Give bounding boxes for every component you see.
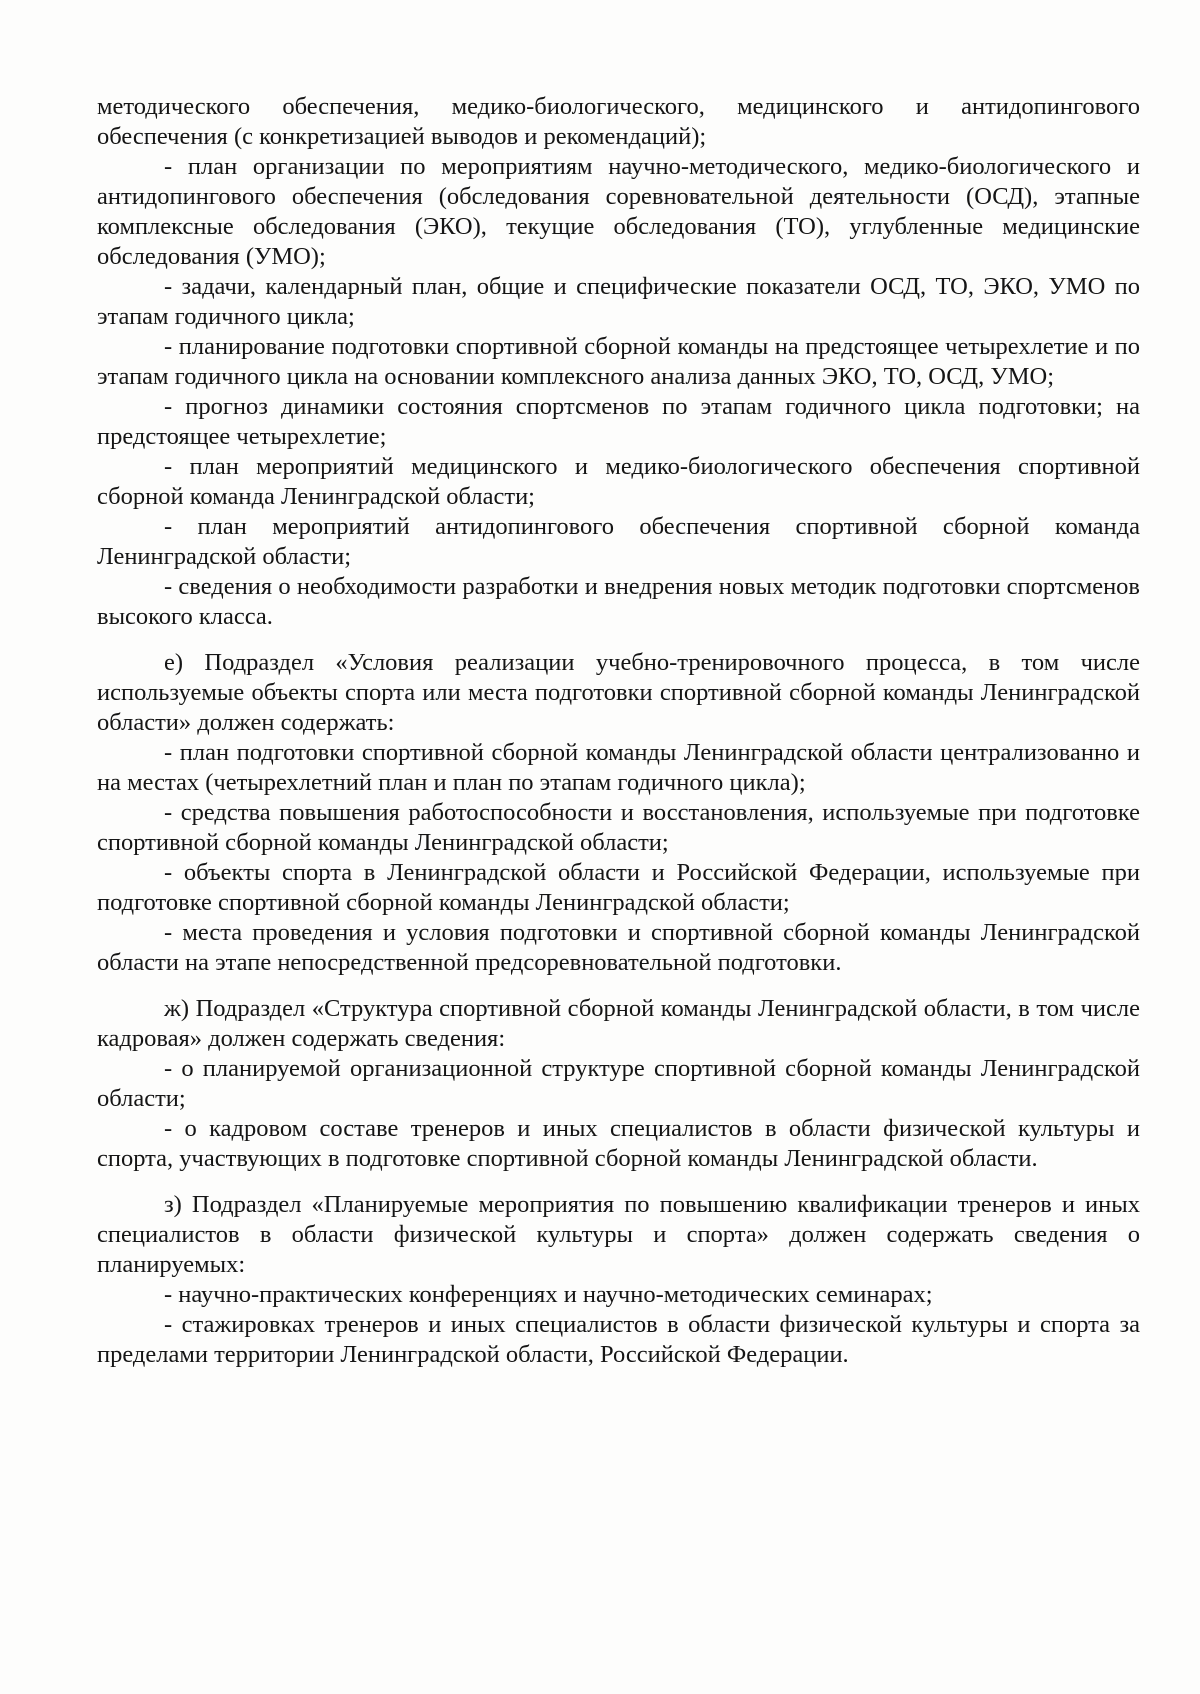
list-item: - стажировках тренеров и иных специалистов в области физической культуры и спорта за пределами территории Ленинградской области, Российской Федерации. xyxy=(97,1311,1140,1368)
subsection-e-heading: е) Подраздел «Условия реализации учебно-тренировочного процесса, в том числе используемые объекты спорта или места подготовки спортивной сборной команды Ленинградской области» должен содержать: xyxy=(97,649,1140,736)
document-body xyxy=(97,92,1140,1370)
list-item: - задачи, календарный план, общие и специфические показатели ОСД, ТО, ЭКО, УМО по этапам годичного цикла; xyxy=(97,273,1140,330)
list-item: - места проведения и условия подготовки и спортивной сборной команды Ленинградской области на этапе непосредственной предсоревновательной подготовки. xyxy=(97,919,1140,976)
list-item: - сведения о необходимости разработки и внедрения новых методик подготовки спортсменов высокого класса. xyxy=(97,573,1140,630)
list-item: - план мероприятий антидопингового обеспечения спортивной сборной команда Ленинградской области; xyxy=(97,513,1140,570)
paragraph: методического обеспечения, медико-биологического, медицинского и антидопингового обеспечения (с конкретизацией выводов и рекомендаций); xyxy=(97,93,1140,150)
list-item: - план мероприятий медицинского и медико-биологического обеспечения спортивной сборной команда Ленинградской области; xyxy=(97,453,1140,510)
list-item: - средства повышения работоспособности и восстановления, используемые при подготовке спортивной сборной команды Ленинградской области; xyxy=(97,799,1140,856)
list-item: - прогноз динамики состояния спортсменов по этапам годичного цикла подготовки; на предстоящее четырехлетие; xyxy=(97,393,1140,450)
list-item: - план организации по мероприятиям научно-методического, медико-биологического и антидопингового обеспечения (обследования соревновательной деятельности (ОСД), этапные комплексные обследования (ЭКО), текущие обследования (ТО), углубленные медицинские обследования (УМО); xyxy=(97,153,1140,270)
list-item: - о кадровом составе тренеров и иных специалистов в области физической культуры и спорта, участвующих в подготовке спортивной сборной команды Ленинградской области. xyxy=(97,1115,1140,1172)
list-item: - планирование подготовки спортивной сборной команды на предстоящее четырехлетие и по этапам годичного цикла на основании комплексного анализа данных ЭКО, ТО, ОСД, УМО; xyxy=(97,333,1140,390)
subsection-zh-heading: ж) Подраздел «Структура спортивной сборной команды Ленинградской области, в том числе кадровая» должен содержать сведения: xyxy=(97,995,1140,1052)
list-item: - научно-практических конференциях и научно-методических семинарах; xyxy=(164,1281,933,1308)
list-item: - план подготовки спортивной сборной команды Ленинградской области централизованно и на местах (четырехлетний план и план по этапам годичного цикла); xyxy=(97,739,1140,796)
list-item: - о планируемой организационной структуре спортивной сборной команды Ленинградской области; xyxy=(97,1055,1140,1112)
subsection-z-heading: з) Подраздел «Планируемые мероприятия по повышению квалификации тренеров и иных специалистов в области физической культуры и спорта» должен содержать сведения о планируемых: xyxy=(97,1191,1140,1278)
list-item: - объекты спорта в Ленинградской области и Российской Федерации, используемые при подготовке спортивной сборной команды Ленинградской области; xyxy=(97,859,1140,916)
